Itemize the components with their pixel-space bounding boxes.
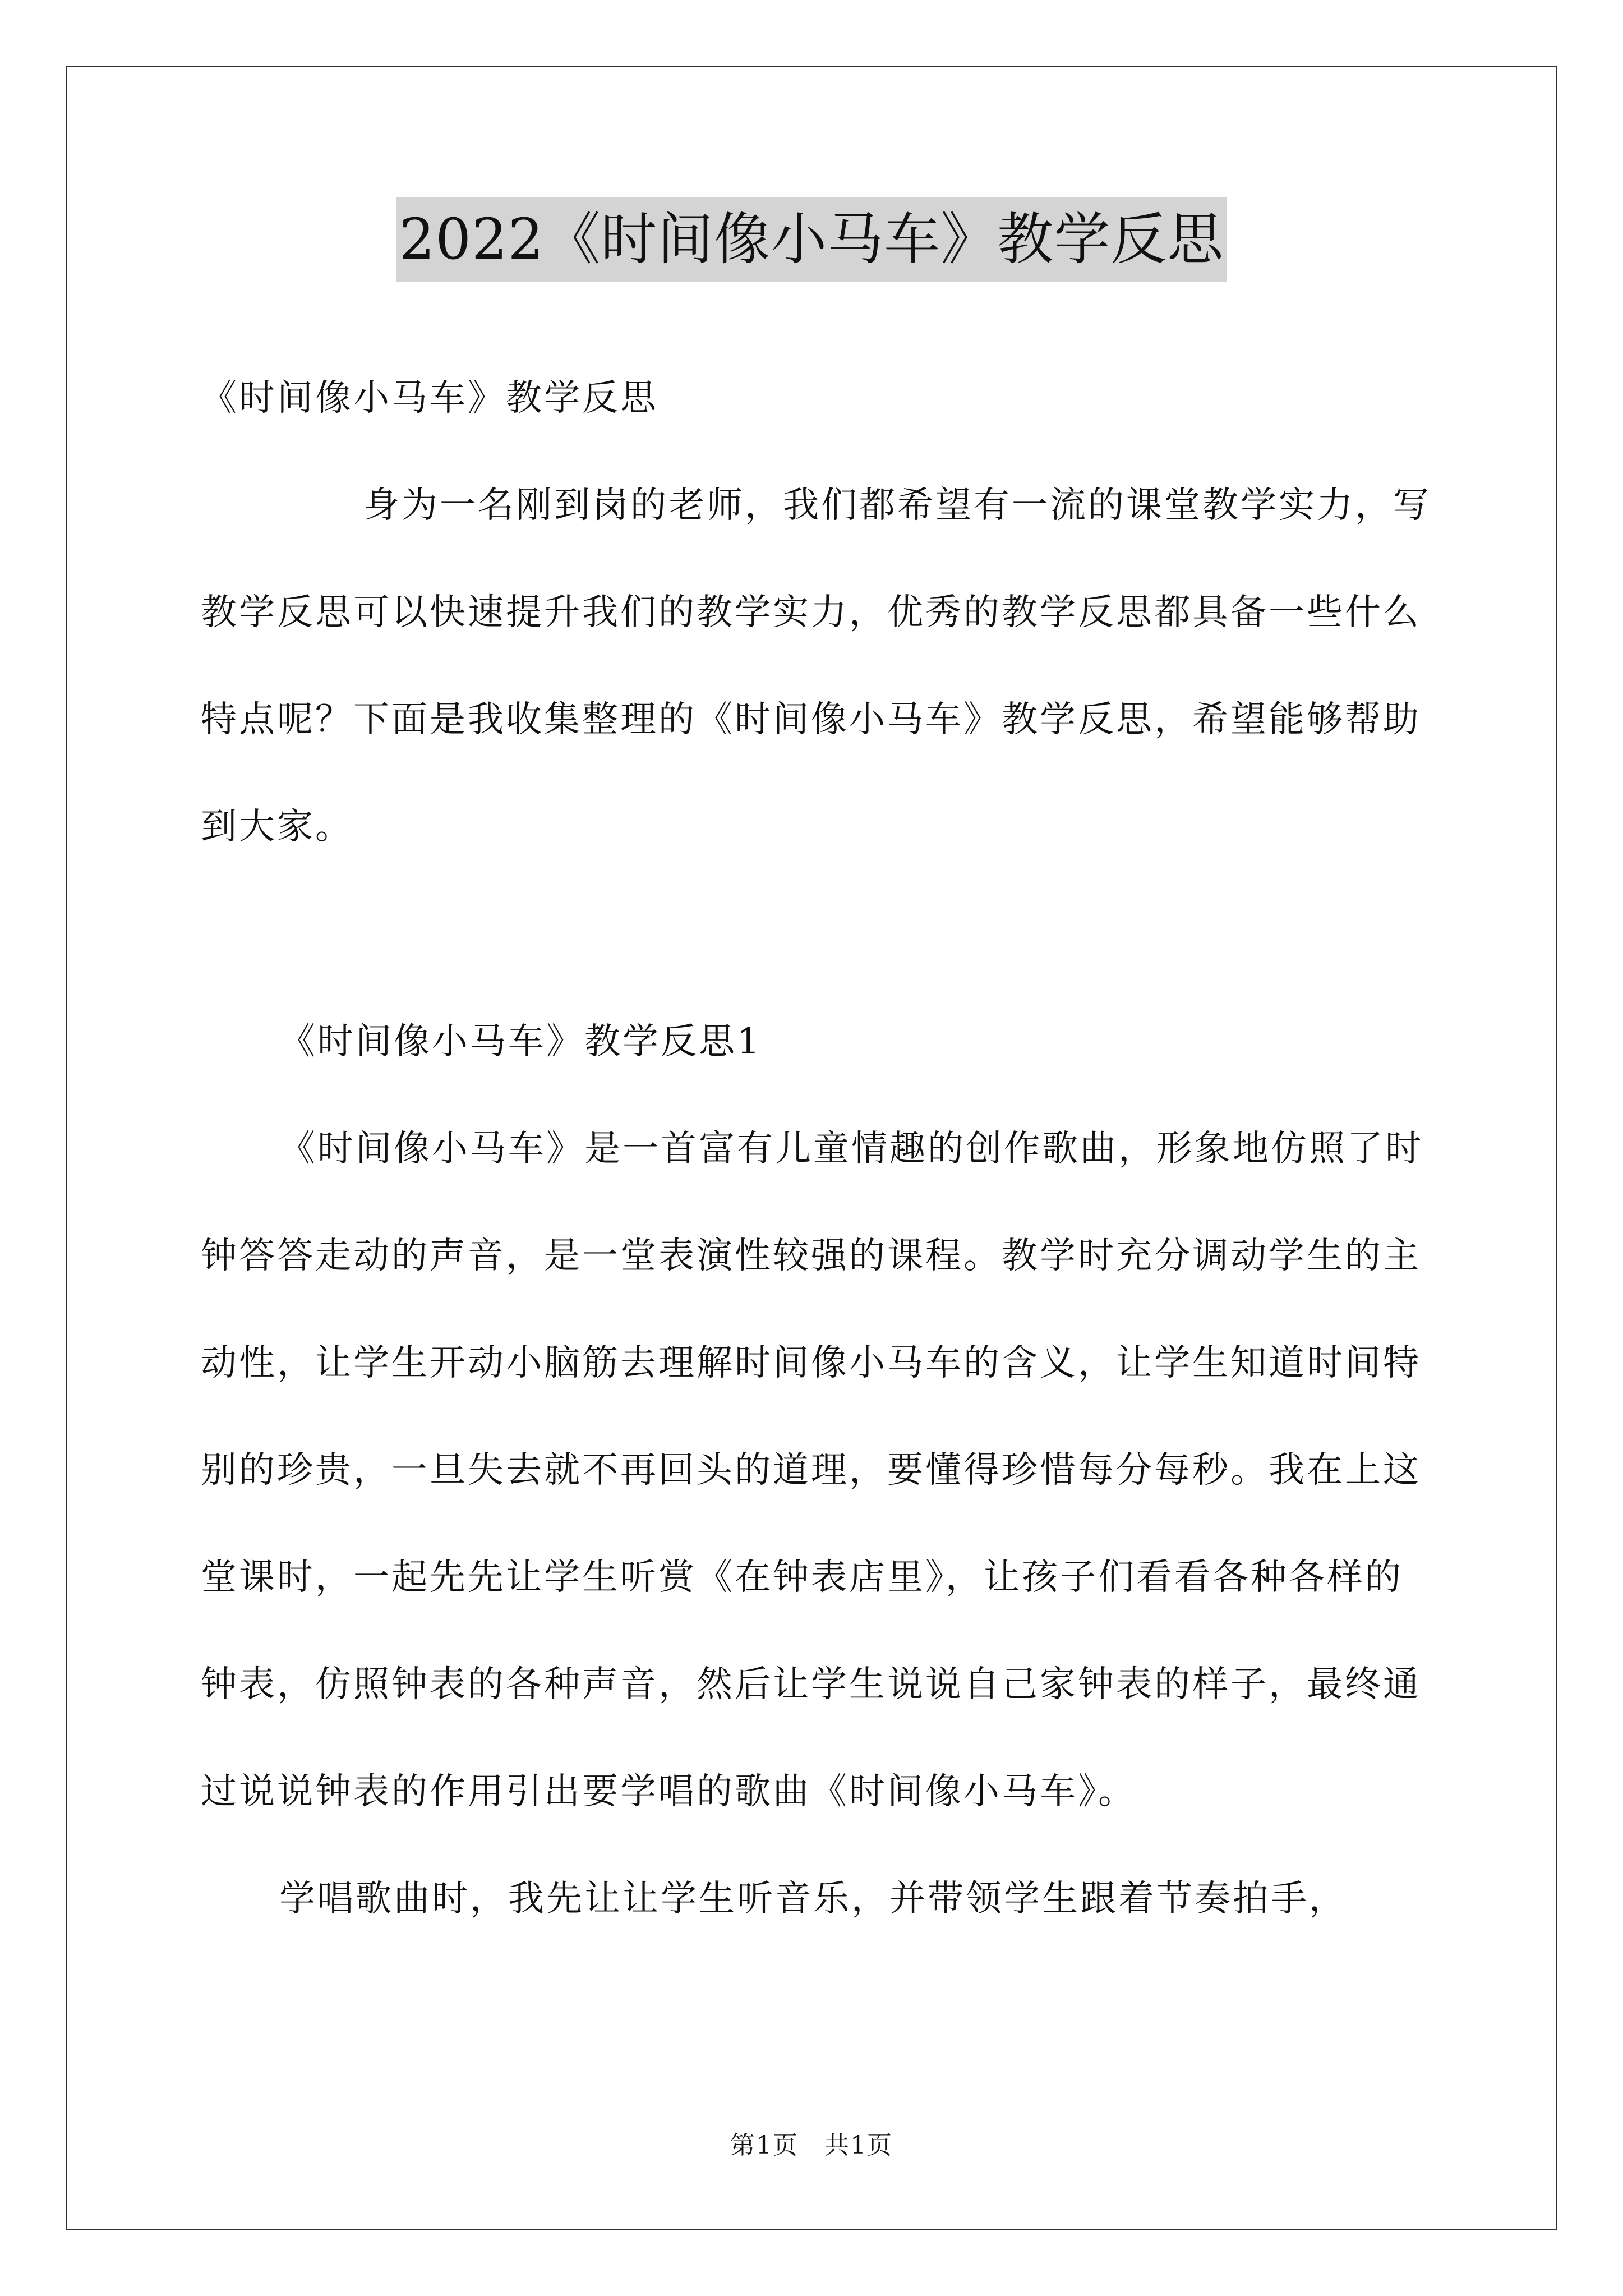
paragraph-spacer xyxy=(201,881,1440,988)
section-heading: 《时间像小马车》教学反思1 xyxy=(279,1021,762,1062)
document-body xyxy=(201,345,1440,1953)
page-footer: 第1页 共1页 xyxy=(730,2131,893,2160)
section-paragraph-2: 学唱歌曲时，我先让让学生听音乐，并带领学生跟着节奏拍手， xyxy=(279,1878,1347,1920)
document-subtitle: 《时间像小马车》教学反思 xyxy=(201,378,658,419)
section-paragraph-1: 《时间像小马车》是一首富有儿童情趣的创作歌曲，形象地仿照了时钟答答走动的声音，是一堂表演性较强的课程。教学时充分调动学生的主动性，让学生开动小脑筋去理解时间像小马车的含义，让学生知道时间特别的珍贵，一旦失去就不再回头的道理，要懂得珍惜每分每秒。我在上这堂课时，一起先先让学生听赏《在钟表店里》，让孩子们看看各种各样的钟表，仿照钟表的各种声音，然后让学生说说自己家钟表的样子，最终通过说说钟表的作用引出要学唱的歌曲《时间像小马车》。 xyxy=(201,1128,1423,1812)
intro-paragraph: 身为一名刚到岗的老师，我们都希望有一流的课堂教学实力，写教学反思可以快速提升我们的教学实力，优秀的教学反思都具备一些什么特点呢？下面是我收集整理的《时间像小马车》教学反思，希望能够帮助到大家。 xyxy=(201,485,1431,848)
title-container xyxy=(0,197,1623,282)
document-title: 2022《时间像小马车》教学反思 xyxy=(396,197,1228,282)
